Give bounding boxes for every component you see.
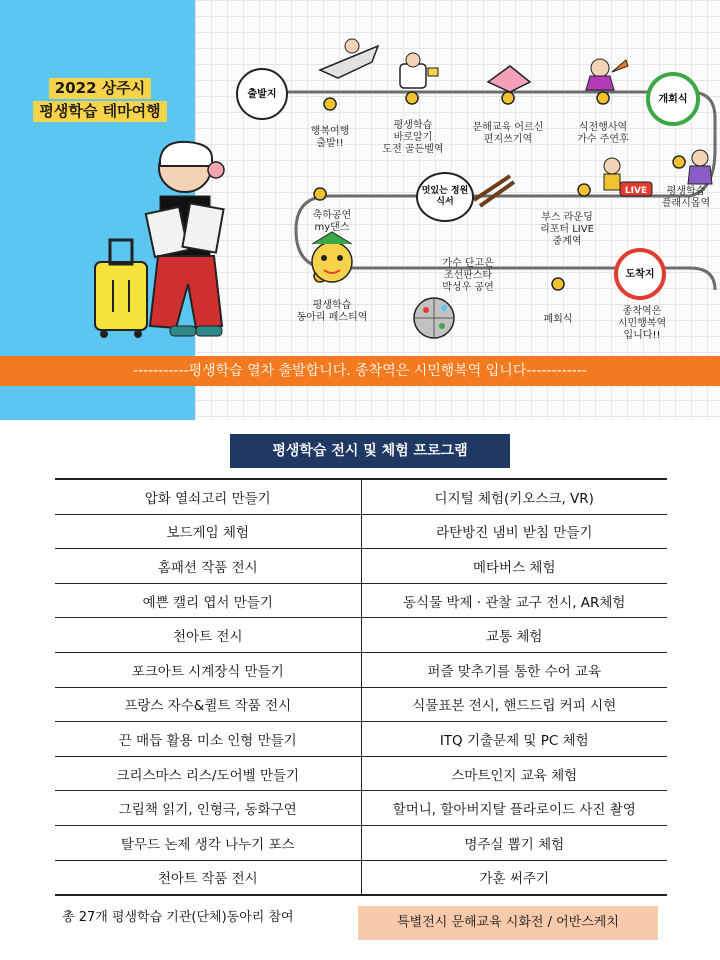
program-cell-left: 압화 열쇠고리 만들기 bbox=[55, 479, 361, 514]
letter-envelope-icon bbox=[488, 66, 530, 92]
badge-opening: 개회식 bbox=[646, 72, 700, 126]
stop-dance-label: 축하공연 my댄스 bbox=[312, 210, 352, 233]
table-row bbox=[55, 583, 667, 618]
participation-note: 총 27개 평생학습 기관(단체)동아리 참여 bbox=[62, 910, 294, 925]
special-exhibition-box: 특별전시 문해교육 시화전 / 어반스케치 bbox=[358, 906, 658, 940]
program-cell-right: 할머니, 할아버지탈 플라로이드 사진 촬영 bbox=[361, 791, 667, 826]
program-cell-right: 교통 체험 bbox=[361, 618, 667, 653]
reporter-icon bbox=[604, 158, 652, 196]
table-row bbox=[55, 791, 667, 826]
airplane-icon bbox=[320, 39, 378, 78]
stop-closing-label: 폐회식 bbox=[543, 314, 573, 325]
location-pin-icon bbox=[324, 98, 336, 110]
suitcase-icon bbox=[95, 240, 147, 338]
table-row bbox=[55, 479, 667, 514]
singer-icon bbox=[586, 59, 628, 90]
stop-ceremony-label: 식전행사역 가수 주연후 bbox=[577, 122, 629, 145]
table-row bbox=[55, 652, 667, 687]
stop-departure-label: 행복여행 출발!! bbox=[310, 126, 350, 149]
location-pin-icon bbox=[502, 92, 514, 104]
program-cell-left: 예쁜 캘리 엽서 만들기 bbox=[55, 583, 361, 618]
poster-title-line2: 평생학습 테마여행 bbox=[33, 101, 166, 122]
table-row bbox=[55, 722, 667, 757]
table-row bbox=[55, 514, 667, 549]
program-cell-left: 천아트 작품 전시 bbox=[55, 860, 361, 895]
badge-departure: 출발지 bbox=[236, 68, 288, 120]
mirror-ball-icon bbox=[414, 298, 454, 338]
badge-exciting: 멋있는 정원식서 bbox=[416, 172, 474, 222]
location-pin-icon bbox=[597, 92, 609, 104]
program-cell-right: 가훈 써주기 bbox=[361, 860, 667, 895]
program-cell-left: 그림책 읽기, 인형극, 동화구연 bbox=[55, 791, 361, 826]
program-cell-right: 식물표본 전시, 핸드드립 커피 시현 bbox=[361, 687, 667, 722]
program-cell-left: 프랑스 자수&퀼트 작품 전시 bbox=[55, 687, 361, 722]
program-table bbox=[55, 478, 667, 896]
table-row bbox=[55, 756, 667, 791]
program-cell-left: 끈 매듭 활용 미소 인형 만들기 bbox=[55, 722, 361, 757]
traveler-character-icon bbox=[146, 142, 224, 336]
program-cell-right: 디지털 체험(키오스크, VR) bbox=[361, 479, 667, 514]
table-row bbox=[55, 618, 667, 653]
stop-letter-label: 문해교육 어르신 편지쓰기역 bbox=[472, 122, 544, 145]
table-row bbox=[55, 860, 667, 895]
live-tag: LIVE bbox=[624, 186, 648, 196]
drumsticks-icon bbox=[474, 176, 514, 206]
program-cell-right: 명주실 뽑기 체험 bbox=[361, 825, 667, 860]
stop-concert-label: 가수 단고은 조선판스타 박성우 공연 bbox=[442, 258, 494, 293]
stop-goldenbell-label: 평생학습 바로알기 도전 골든벨역 bbox=[382, 120, 444, 155]
program-cell-right: 스마트인지 교육 체험 bbox=[361, 756, 667, 791]
stop-flashmob-label: 평생학습 플래시몹역 bbox=[661, 186, 711, 209]
stop-live-label: 부스 라운딩 리포터 LIVE 중계역 bbox=[540, 212, 594, 247]
section-title: 평생학습 전시 및 체험 프로그램 bbox=[230, 434, 510, 468]
departure-banner: -----------평생학습 열차 출발합니다. 종착역은 시민행복역 입니다------------ bbox=[0, 356, 720, 386]
program-cell-right: 동식물 박제 · 관찰 교구 전시, AR체험 bbox=[361, 583, 667, 618]
location-pin-icon bbox=[552, 278, 564, 290]
location-pin-icon bbox=[673, 156, 685, 168]
poster bbox=[0, 0, 720, 420]
program-cell-right: 라탄방진 냄비 받침 만들기 bbox=[361, 514, 667, 549]
location-pin-icon bbox=[406, 92, 418, 104]
program-cell-left: 천아트 전시 bbox=[55, 618, 361, 653]
program-cell-right: 메타버스 체험 bbox=[361, 549, 667, 584]
tal-mask-icon bbox=[312, 232, 352, 282]
badge-destination: 도착지 bbox=[614, 248, 666, 300]
program-cell-left: 크리스마스 리스/도어벨 만들기 bbox=[55, 756, 361, 791]
program-cell-left: 보드게임 체험 bbox=[55, 514, 361, 549]
stop-festival-label: 평생학습 동아리 페스티역 bbox=[296, 300, 368, 323]
location-pin-icon bbox=[578, 184, 590, 196]
program-cell-left: 포크아트 시계장식 만들기 bbox=[55, 652, 361, 687]
program-cell-right: ITQ 기출문제 및 PC 체험 bbox=[361, 722, 667, 757]
program-cell-right: 퍼즐 맞추기를 통한 수어 교육 bbox=[361, 652, 667, 687]
flashmob-dancer-icon bbox=[688, 150, 712, 184]
stop-final-label: 종착역은 시민행복역 입니다!! bbox=[617, 306, 667, 341]
poster-title-line1: 2022 상주시 bbox=[49, 78, 151, 99]
table-row bbox=[55, 549, 667, 584]
location-pin-icon bbox=[314, 188, 326, 200]
quiz-character-icon bbox=[400, 53, 438, 88]
program-cell-left: 홈패션 작품 전시 bbox=[55, 549, 361, 584]
table-row bbox=[55, 825, 667, 860]
program-cell-left: 탈무드 논제 생각 나누기 포스 bbox=[55, 825, 361, 860]
table-row bbox=[55, 687, 667, 722]
